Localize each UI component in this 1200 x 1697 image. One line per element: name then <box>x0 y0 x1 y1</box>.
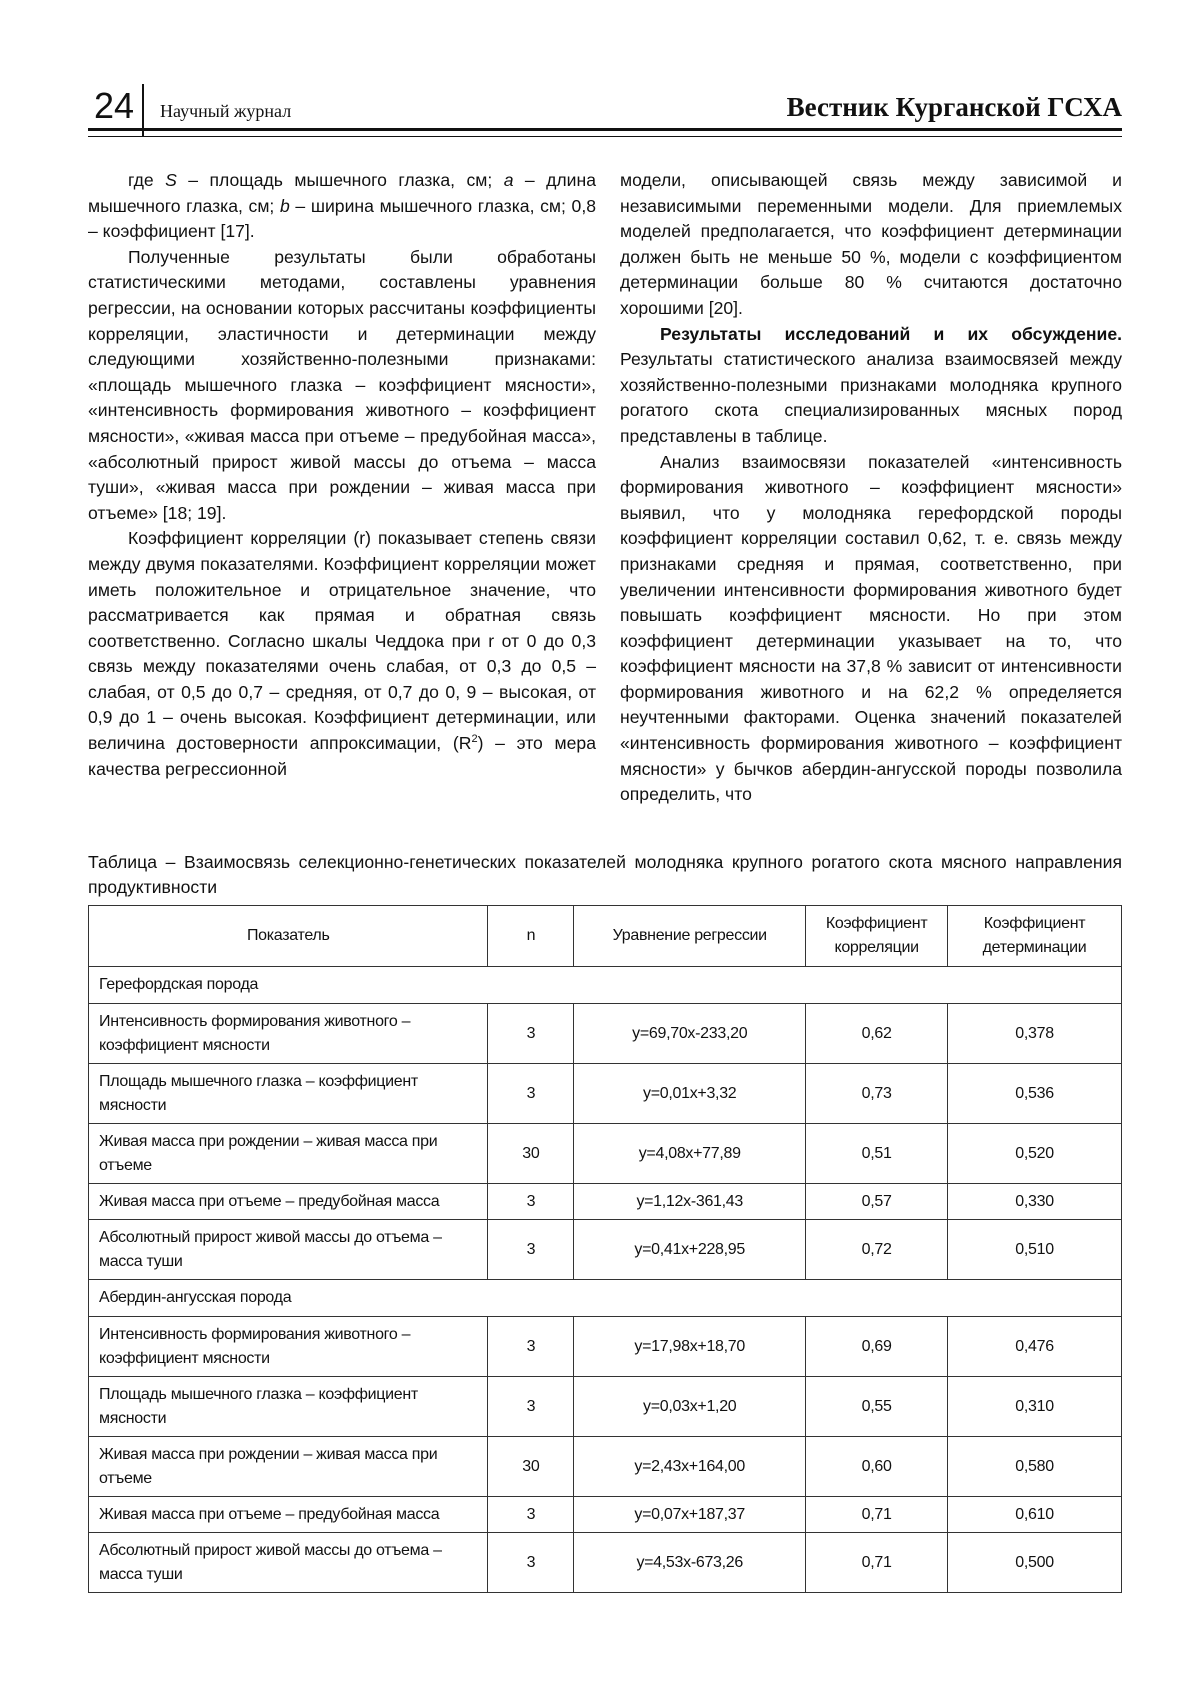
text-fragment: где <box>128 170 166 190</box>
variable-b: b <box>279 195 290 216</box>
table-row <box>89 1004 1122 1064</box>
table-row <box>89 1184 1122 1220</box>
page-header <box>88 84 1122 132</box>
cell-correlation: 0,55 <box>806 1377 948 1437</box>
cell-determination: 0,476 <box>948 1317 1122 1377</box>
cell-n: 3 <box>488 1533 574 1593</box>
table-row <box>89 1317 1122 1377</box>
cell-n: 30 <box>488 1437 574 1497</box>
variable-a: а <box>503 170 514 190</box>
header-equation: Уравнение регрессии <box>574 906 806 967</box>
cell-determination: 0,520 <box>948 1124 1122 1184</box>
group-name: Герефордская порода <box>89 967 1122 1004</box>
cell-determination: 0,500 <box>948 1533 1122 1593</box>
cell-n: 3 <box>488 1220 574 1280</box>
cell-equation: y=0,03x+1,20 <box>574 1377 806 1437</box>
cell-correlation: 0,71 <box>806 1497 948 1533</box>
table-header-row <box>89 906 1122 967</box>
cell-correlation: 0,72 <box>806 1220 948 1280</box>
left-column <box>88 168 596 782</box>
cell-determination: 0,330 <box>948 1184 1122 1220</box>
cell-correlation: 0,60 <box>806 1437 948 1497</box>
header-determination: Коэффициент детерминации <box>948 906 1122 967</box>
cell-determination: 0,310 <box>948 1377 1122 1437</box>
cell-n: 3 <box>488 1064 574 1124</box>
table-row <box>89 1437 1122 1497</box>
cell-n: 3 <box>488 1004 574 1064</box>
text-fragment: – площадь мышечного глазка, см; <box>176 170 504 190</box>
text-fragment: Результаты статистического анализа взаимосвязей между хозяйственно-полезными признаками молодняка крупного рогатого скота специализированных мясных пород представлены в таблице. <box>620 349 1122 446</box>
header-n: n <box>488 906 574 967</box>
cell-indicator: Живая масса при отъеме – предубойная масса <box>89 1184 488 1220</box>
table-row <box>89 1220 1122 1280</box>
cell-indicator: Площадь мышечного глазка – коэффициент мясности <box>89 1064 488 1124</box>
cell-indicator: Живая масса при рождении – живая масса при отъеме <box>89 1437 488 1497</box>
cell-determination: 0,610 <box>948 1497 1122 1533</box>
group-row <box>89 1280 1122 1317</box>
cell-n: 3 <box>488 1377 574 1437</box>
cell-correlation: 0,51 <box>806 1124 948 1184</box>
cell-indicator: Абсолютный прирост живой массы до отъема – масса туши <box>89 1220 488 1280</box>
cell-indicator: Живая масса при отъеме – предубойная масса <box>89 1497 488 1533</box>
group-name: Абердин-ангусская порода <box>89 1280 1122 1317</box>
text-fragment: – ширина мышечного глазка, см; 0,8 – коэффициент [17]. <box>88 195 596 242</box>
cell-correlation: 0,69 <box>806 1317 948 1377</box>
table-caption: Таблица – Взаимосвязь селекционно-генетических показателей молодняка крупного рогатого скота мясного направления продуктивности <box>88 852 1122 897</box>
table-row <box>89 1533 1122 1593</box>
right-column <box>620 168 1122 808</box>
page-number: 24 <box>94 85 135 126</box>
cell-equation: y=0,41x+228,95 <box>574 1220 806 1280</box>
text-fragment: – длина мышечного глазка, см; <box>88 170 596 216</box>
cell-n: 3 <box>488 1317 574 1377</box>
table-row <box>89 1497 1122 1533</box>
cell-determination: 0,536 <box>948 1064 1122 1124</box>
header-correlation: Коэффициент корреляции <box>806 906 948 967</box>
cell-equation: y=4,08x+77,89 <box>574 1124 806 1184</box>
paragraph-analysis: Анализ взаимосвязи показателей «интенсивность формирования животного – коэффициент мясности» выявил, что у молодняка герефордской породы коэффициент корреляции составил 0,62, т. е. связь между признаками средняя и прямая, соответственно, при увеличении интенсивности формирования животного будет повышать коэффициент мясности. Но при этом коэффициент детерминации указывает на то, что коэффициент мясности на 37,8 % зависит от интенсивности формирования животного и на 62,2 % определяется неучтенными факторами. Оценка значений показателей «интенсивность формирования животного – коэффициент мясности» у бычков абердин-ангусской породы позволила определить, что <box>620 451 1122 805</box>
paragraph-results <box>620 322 1122 450</box>
cell-correlation: 0,73 <box>806 1064 948 1124</box>
cell-indicator: Живая масса при рождении – живая масса при отъеме <box>89 1124 488 1184</box>
cell-n: 3 <box>488 1184 574 1220</box>
header-indicator: Показатель <box>89 906 488 967</box>
superscript: 2 <box>471 733 478 746</box>
cell-indicator: Абсолютный прирост живой массы до отъема – масса туши <box>89 1533 488 1593</box>
cell-equation: y=0,01x+3,32 <box>574 1064 806 1124</box>
cell-equation: y=4,53x-673,26 <box>574 1533 806 1593</box>
cell-equation: y=1,12x-361,43 <box>574 1184 806 1220</box>
journal-type: Научный журнал <box>160 101 292 121</box>
paragraph-correlation <box>88 526 596 782</box>
paragraph-formula-legend <box>88 168 596 245</box>
cell-equation: y=17,98x+18,70 <box>574 1317 806 1377</box>
paragraph-continued: модели, описывающей связь между зависимой и независимыми переменными модели. Для приемлемых моделей предполагается, что коэффициент детерминации должен быть не меньше 50 %, модели с коэффициентом детерминации больше 80 % считаются достаточно хорошими [20]. <box>620 170 1122 318</box>
results-heading: Результаты исследований и их обсуждение. <box>660 323 1122 344</box>
table-row <box>89 1064 1122 1124</box>
text-fragment: Коэффициент корреляции (r) показывает степень связи между двумя показателями. Коэффициент корреляции может иметь положительное и отрицательное значение, что рассматривается как прямая и обратная связь соответственно. Согласно шкалы Чеддока при r от 0 до 0,3 связь между показателями очень слабая, от 0,3 до 0,5 – слабая, от 0,5 до 0,7 – средняя, от 0,7 до 0, 9 – высокая, от 0,9 до 1 – очень высокая. Коэффициент детерминации, или величина достоверности аппроксимации, (R <box>88 528 596 754</box>
cell-equation: y=0,07x+187,37 <box>574 1497 806 1533</box>
text-fragment: ) – это мера качества регрессионной <box>88 733 596 779</box>
table-row <box>89 1124 1122 1184</box>
cell-correlation: 0,62 <box>806 1004 948 1064</box>
cell-n: 3 <box>488 1497 574 1533</box>
cell-correlation: 0,57 <box>806 1184 948 1220</box>
data-table <box>88 905 1122 1593</box>
cell-correlation: 0,71 <box>806 1533 948 1593</box>
table-row <box>89 1377 1122 1437</box>
cell-indicator: Интенсивность формирования животного – коэффициент мясности <box>89 1317 488 1377</box>
cell-equation: y=2,43x+164,00 <box>574 1437 806 1497</box>
header-rule-thick <box>88 128 1122 131</box>
header-rule-thin <box>88 136 1122 137</box>
cell-equation: y=69,70x-233,20 <box>574 1004 806 1064</box>
cell-indicator: Площадь мышечного глазка – коэффициент мясности <box>89 1377 488 1437</box>
cell-indicator: Интенсивность формирования животного – коэффициент мясности <box>89 1004 488 1064</box>
cell-n: 30 <box>488 1124 574 1184</box>
cell-determination: 0,378 <box>948 1004 1122 1064</box>
paragraph-methods: Полученные результаты были обработаны статистическими методами, составлены уравнения регрессии, на основании которых рассчитаны коэффициенты корреляции, эластичности и детерминации между следующими хозяйственно-полезными признаками: «площадь мышечного глазка – коэффициент мясности», «интенсивность формирования животного – коэффициент мясности», «живая масса при отъеме – предубойная масса», «абсолютный прирост живой массы до отъема – масса туши», «живая масса при рождении – живая масса при отъеме» [18; 19]. <box>88 246 596 523</box>
variable-s: S <box>165 170 177 190</box>
journal-name: Вестник Курганской ГСХА <box>786 92 1122 122</box>
group-row <box>89 967 1122 1004</box>
cell-determination: 0,510 <box>948 1220 1122 1280</box>
cell-determination: 0,580 <box>948 1437 1122 1497</box>
